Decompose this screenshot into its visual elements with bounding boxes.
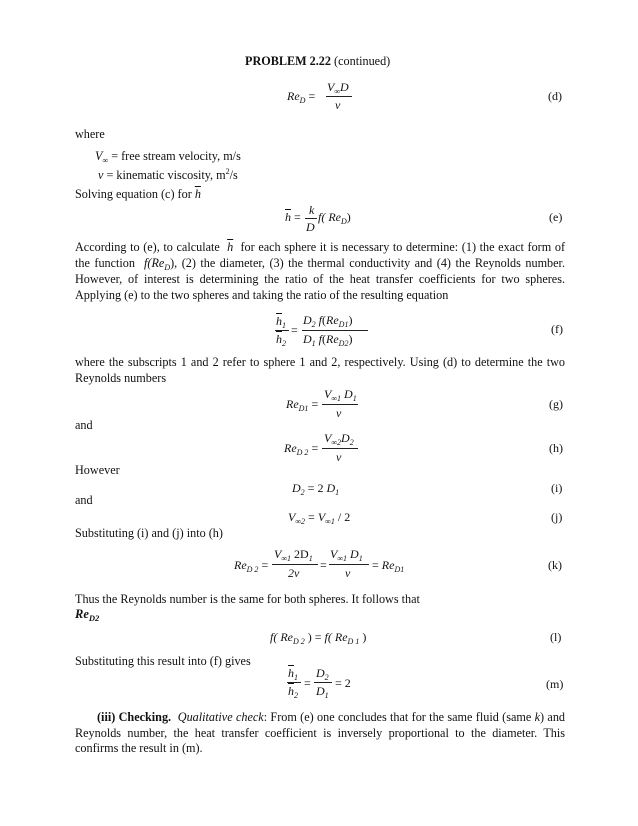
equation-label: (h) xyxy=(549,441,563,455)
equation-label: (d) xyxy=(548,89,562,103)
equation-label: (e) xyxy=(549,210,563,224)
equation-label: (g) xyxy=(549,397,563,411)
substituting-text-1: Substituting (i) and (j) into (h) xyxy=(75,526,223,540)
equation-label: (m) xyxy=(546,677,564,691)
substituting-text-2: Substituting this result into (f) gives xyxy=(75,654,251,668)
page-header xyxy=(245,53,390,69)
equation-label: (i) xyxy=(551,481,563,495)
equation-label: (l) xyxy=(550,630,562,644)
problem-continued: (continued) xyxy=(334,54,391,68)
however-text: However xyxy=(75,463,120,477)
checking-paragraph: (iii) Checking. Qualitative check: From (e) one concludes that for the same fluid (same k) and Reynolds number, the heat transfer coefficient is inversely proportional to the diameter. This confirms the result in (m). xyxy=(75,710,566,755)
equation-label: (k) xyxy=(548,558,562,572)
problem-number: PROBLEM 2.22 xyxy=(245,54,331,68)
paragraph-1: According to (e), to calculate $\overline{h}$ for each sphere it is necessary to determine: (1) the exact form of the function $f(Re_D)$, (2) the diameter, (3) the thermal conductivity and (4) the Reynolds number. However, of interest is determining the ratio of the heat transfer coefficients for two spheres. Applying (e) to the two spheres and taking the ratio of the resulting equation xyxy=(75,240,565,302)
re-d2-symbol: $Re_{D2}$ xyxy=(75,607,100,623)
definition-viscosity: ν = kinematic viscosity, $m^2/s$ xyxy=(98,167,238,183)
definition-velocity: $V_\infty$ = free stream velocity, m/s xyxy=(95,149,241,165)
where-text: where xyxy=(75,127,105,141)
paragraph-2: where the subscripts 1 and 2 refer to sphere 1 and 2, respectively. Using (d) to determine the two Reynolds numbers xyxy=(75,355,565,385)
equation-label: (f) xyxy=(551,322,563,336)
equation-label: (j) xyxy=(551,510,563,524)
checking-heading: (iii) Checking. xyxy=(97,710,172,724)
document-page: PROBLEM 2.22 (continued) $Re_D$ = $V_\infty D$ ν (d) where $V_\infty$ = free stream velocity, m/s ν = kinematic viscosity, $m^2/s$ Solving equation (c) for $\overline{h}$ $\overline{h}$ = k D f( $Re_D$) (e) According to (e), to calculate $\overline{h}$ for each sphere it is necessary to determine: (1) the exact form of the function $f(Re_D)$, (2) the diameter, (3) the thermal conductivity and (4) the Reynolds number. However, of interest is determining the ratio of the heat transfer coefficients for two spheres. Applying (e) to the two spheres and taking the ratio of the resulting equation $\overline{h}_1$ $\overline{h}_2$ = $D_2$ $f(Re_{D1})$ $D_1$ $f(Re_{D2})$ (f) where the subscripts 1 and 2 refer to sphere 1 and 2, respectively. Using (d) to determine the two Reynolds numbers $Re_{D1}$ = $V_{\infty 1}$ $D_1$ ν (g) and $Re_{D 2}$ = $V_{\infty 2}D_2$ ν (h) However $D_2 = 2$ $D_1$ (i) and $V_{\infty 2} = V_{\infty 1} / 2$ (j) Substituting (i) and (j) into (h) $Re_{D 2}$ = $V_{\infty 1}$ $2D_1$ 2ν = $V_{\infty 1}$ $D_1$ ν = $Re_{D1}$ (k) Thus the Reynolds number is the same for both spheres. It follows that $Re_{D2}$ f( $Re_{D 2}$ ) = f( $Re_{D 1}$ ) (l) Substituting this result into (f) gives $\overline{h}_1$ $\overline{h}_2$ = $D_2$ $D_1$ = 2 (m) (iii) Checking. Qualitative check: From (e) one concludes that for the same fluid (same k) and Reynolds number, the heat transfer coefficient is inversely proportional to the diameter. This confirms the result in (m). xyxy=(75,54,566,755)
and-text-1: and xyxy=(75,418,93,432)
and-text-2: and xyxy=(75,493,93,507)
solving-text: Solving equation (c) for $\overline{h}$ xyxy=(75,187,201,201)
paragraph-3: Thus the Reynolds number is the same for both spheres. It follows that xyxy=(75,592,420,606)
